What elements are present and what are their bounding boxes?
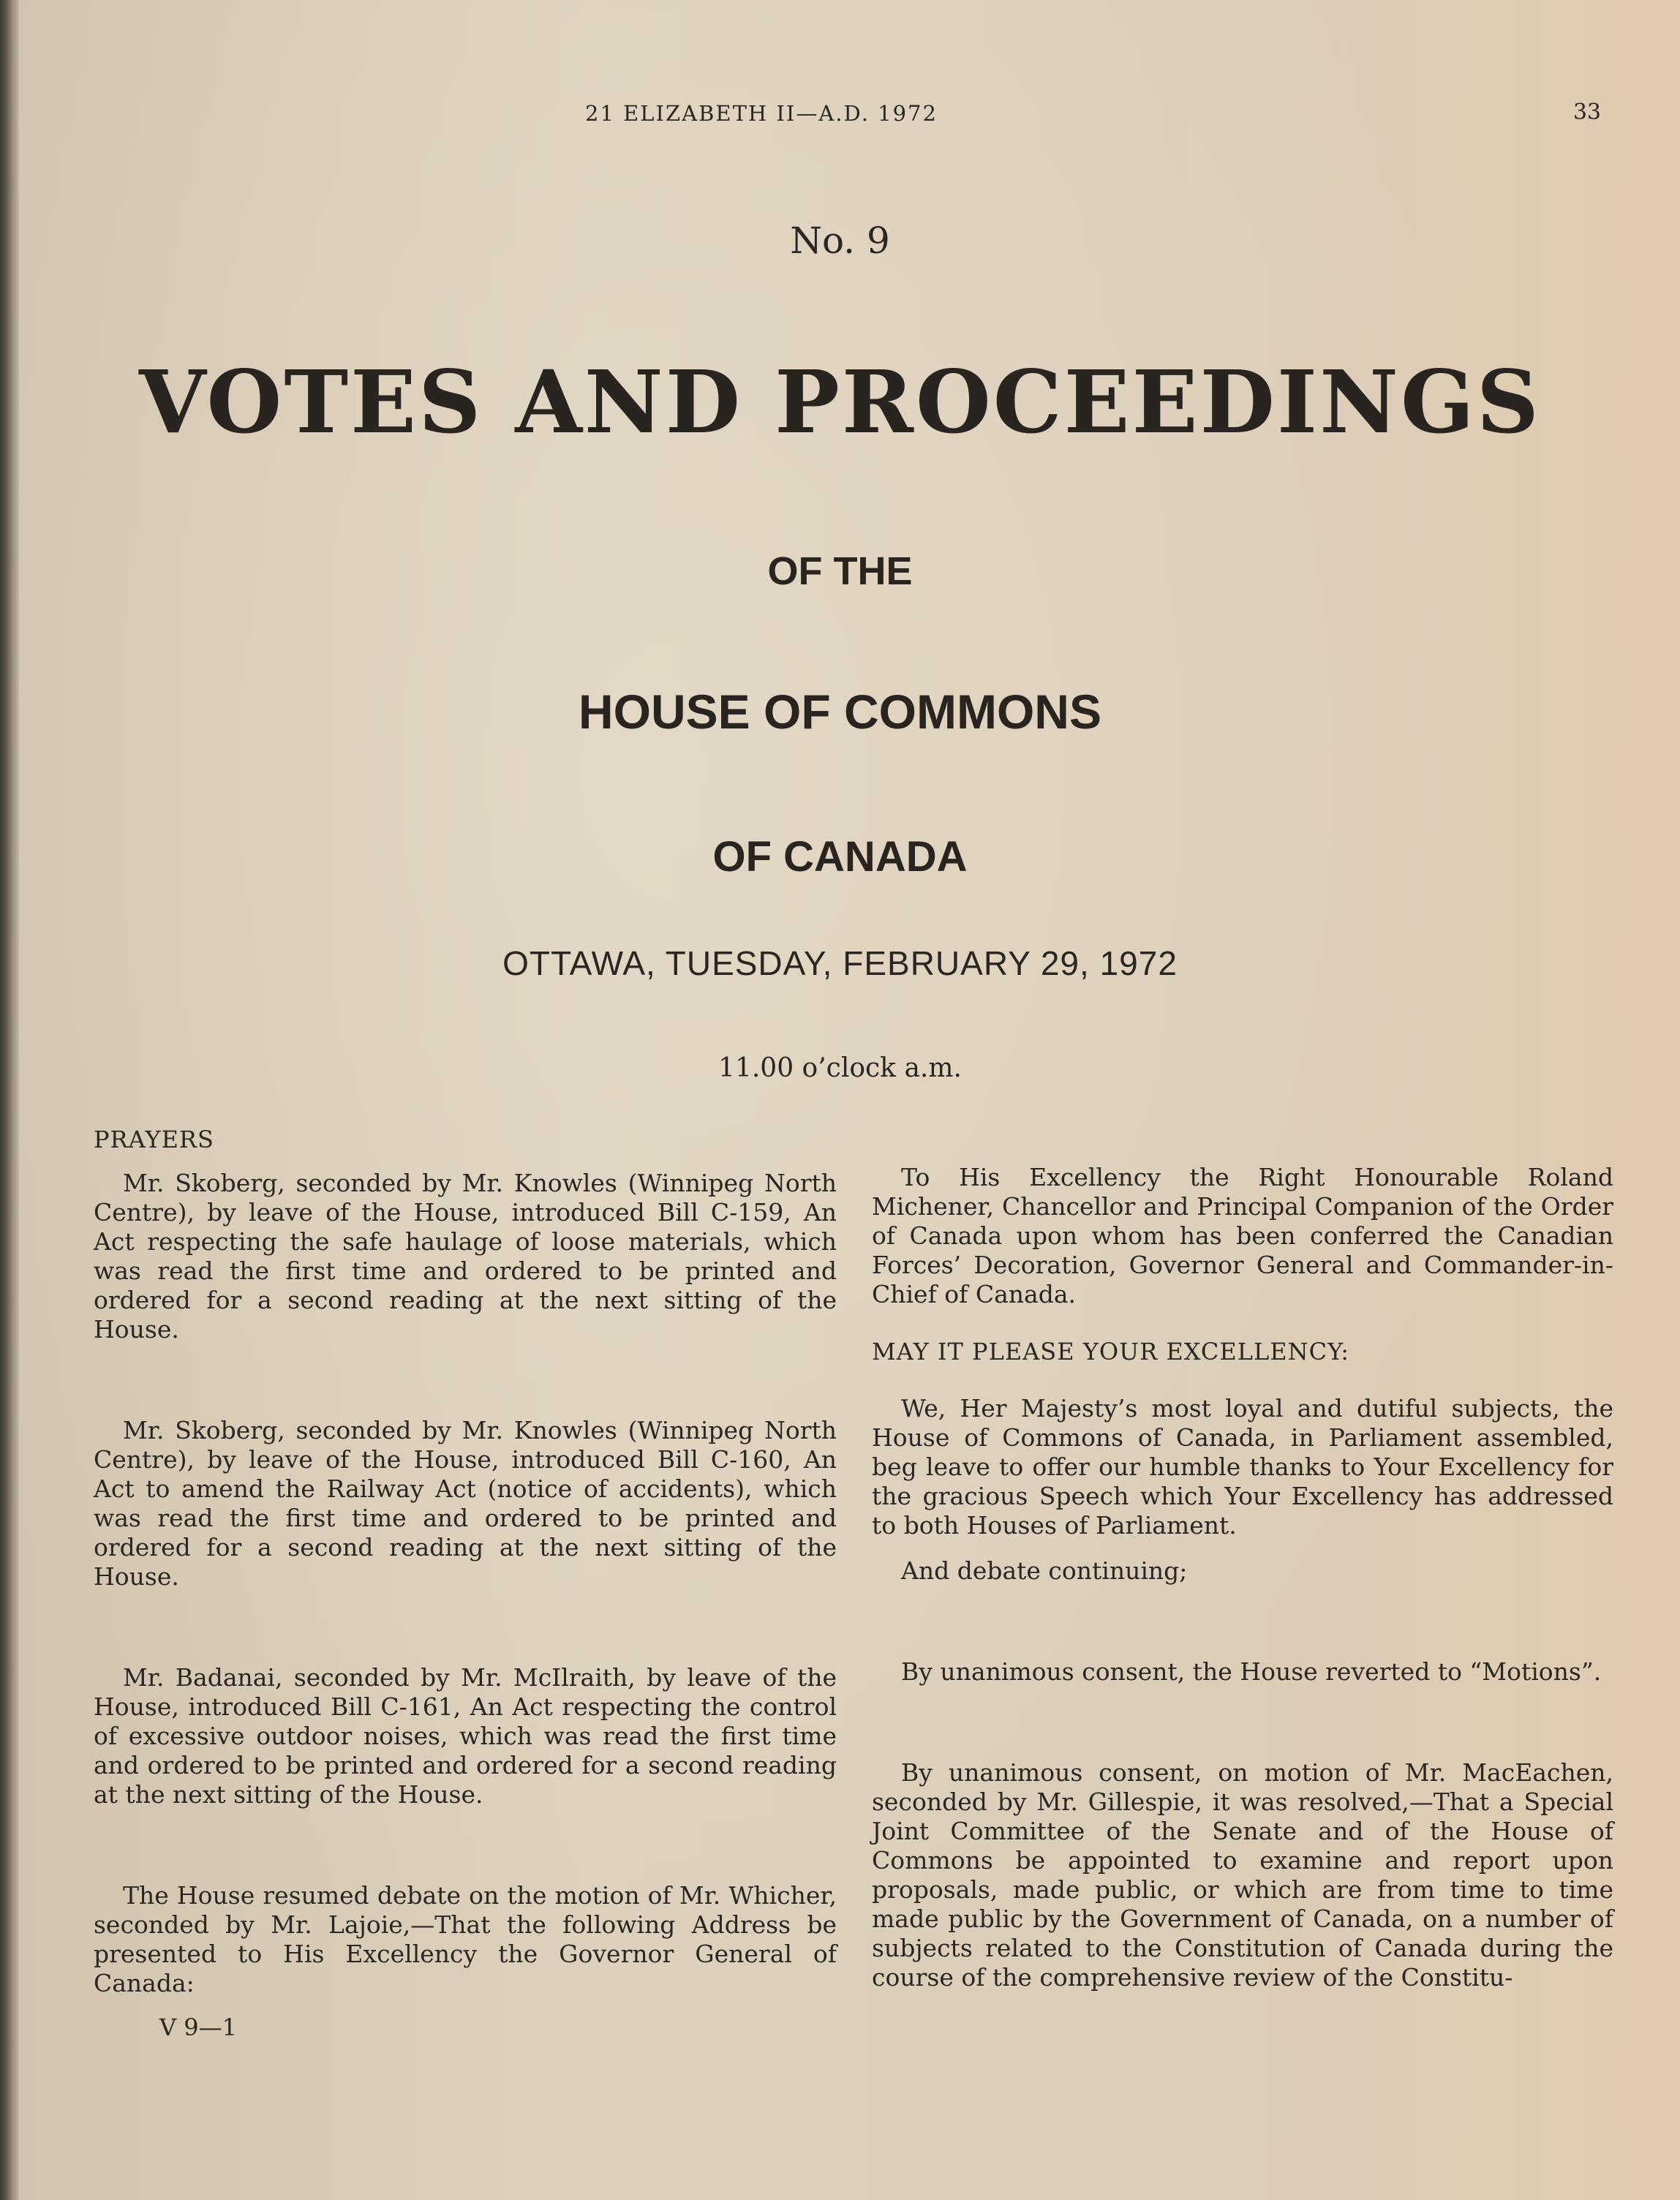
signature-mark: V 9—1 bbox=[159, 2013, 237, 2041]
page-binding-edge bbox=[0, 0, 19, 2200]
running-title: 21 ELIZABETH II—A.D. 1972 bbox=[585, 101, 938, 126]
paragraph-debate-resumed: The House resumed debate on the motion of Mr. Whicher, seconded by Mr. Lajoie,—That the following Address be presented to His Excellency the Governor General of Canada: bbox=[94, 1881, 837, 1997]
dateline: OTTAWA, TUESDAY, FEBRUARY 29, 1972 bbox=[502, 944, 1178, 982]
paragraph-special-joint-committee: By unanimous consent, on motion of Mr. MacEachen, seconded by Mr. Gillespie, it was resolved,—That a Special Joint Committee of the Senate and of the House of Commons be appointed to examine and report upon proposals, made public, or which are from time to time made public by the Government of Canada, on a number of subjects related to the Constitution of Canada during the course of the comprehensive review of the Constitu- bbox=[872, 1758, 1613, 1992]
page-number: 33 bbox=[1572, 99, 1601, 125]
main-title: VOTES AND PROCEEDINGS bbox=[139, 351, 1541, 453]
paragraph-address: To His Excellency the Right Honourable Roland Michener, Chancellor and Principal Companion of the Order of Canada upon whom has been conferred the Canadian Forces’ Decoration, Governor General and Commander-in-Chief of Canada. bbox=[872, 1163, 1613, 1308]
paragraph-thanks: We, Her Majesty’s most loyal and dutiful subjects, the House of Commons of Canada, in Parliament assembled, beg leave to offer our humble thanks to Your Excellency for the gracious Speech which Your Excellency has addressed to both Houses of Parliament. bbox=[872, 1394, 1613, 1540]
subtitle-house-of-commons: HOUSE OF COMMONS bbox=[578, 685, 1101, 739]
paragraph-bill-c161: Mr. Badanai, seconded by Mr. McIlraith, by leave of the House, introduced Bill C-161, An Act respecting the control of excessive outdoor noises, which was read the first time and ordered to be printed and ordered for a second reading at the next sitting of the House. bbox=[94, 1663, 837, 1809]
section-heading-prayers: PRAYERS bbox=[94, 1126, 214, 1153]
paragraph-debate-continuing: And debate continuing; bbox=[901, 1556, 1188, 1585]
right-column bbox=[872, 1163, 1613, 1992]
issue-number: No. 9 bbox=[790, 219, 890, 262]
salutation: MAY IT PLEASE YOUR EXCELLENCY: bbox=[872, 1338, 1350, 1365]
subtitle-of-the: OF THE bbox=[767, 549, 913, 593]
paragraph-bill-c160: Mr. Skoberg, seconded by Mr. Knowles (Winnipeg North Centre), by leave of the House, introduced Bill C-160, An Act to amend the Railway Act (notice of accidents), which was read the first time and ordered to be printed and ordered for a second reading at the next sitting of the House. bbox=[94, 1416, 837, 1591]
paragraph-bill-c159: Mr. Skoberg, seconded by Mr. Knowles (Winnipeg North Centre), by leave of the House, introduced Bill C-159, An Act respecting the safe haulage of loose materials, which was read the first time and ordered to be printed and ordered for a second reading at the next sitting of the House. bbox=[94, 1169, 837, 1344]
sitting-time: 11.00 o’clock a.m. bbox=[718, 1053, 962, 1083]
subtitle-of-canada: OF CANADA bbox=[712, 833, 968, 881]
left-column bbox=[94, 1125, 837, 2042]
paragraph-reverted-motions: By unanimous consent, the House reverted to “Motions”. bbox=[901, 1657, 1602, 1686]
